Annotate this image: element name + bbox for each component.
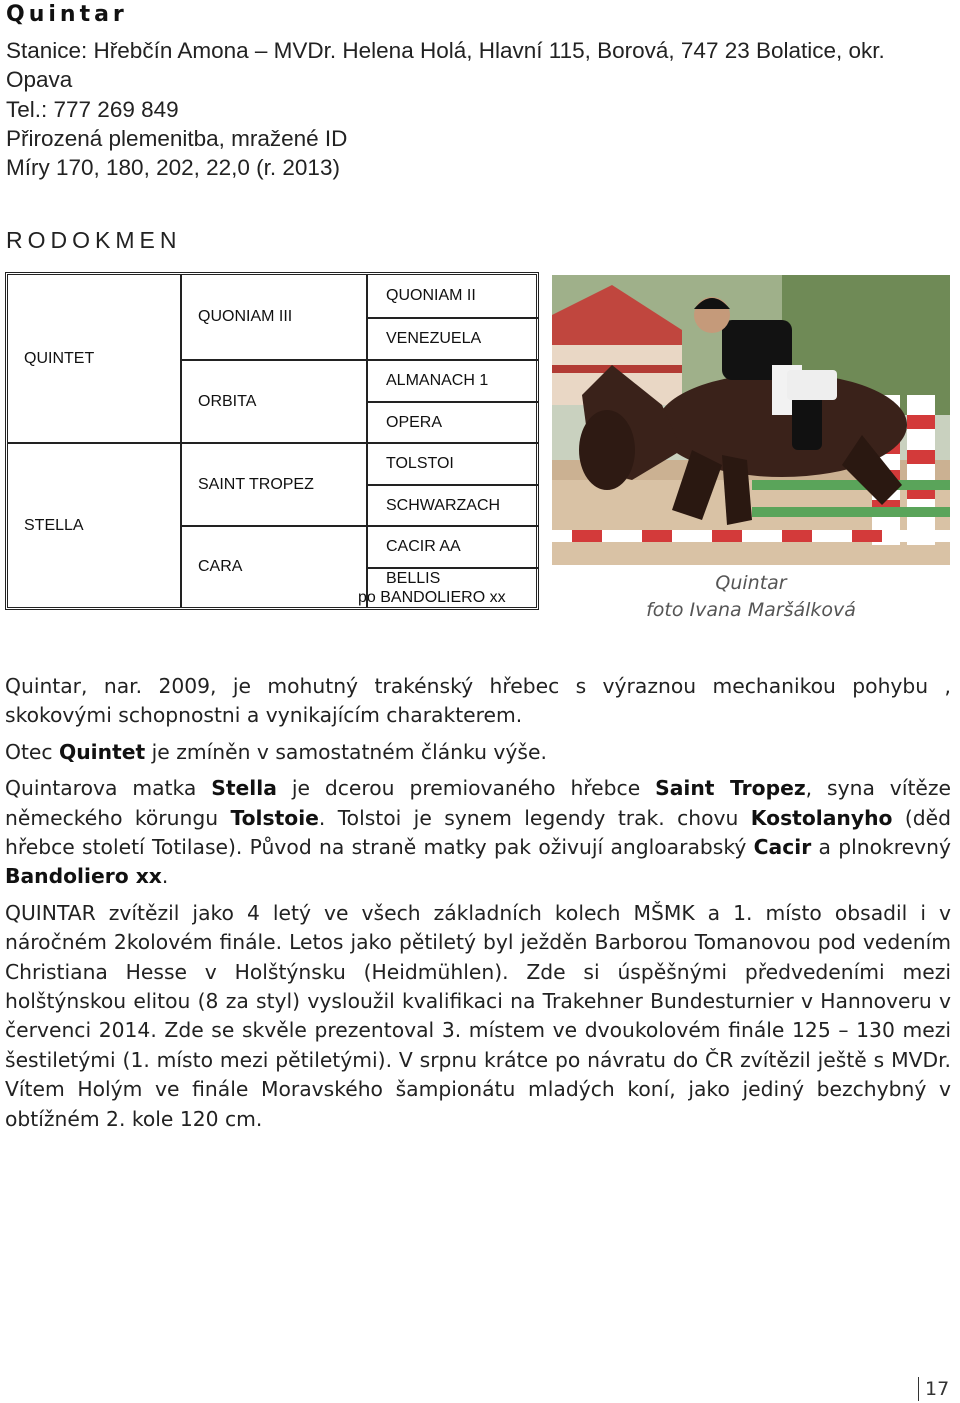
text-run: Otec [5, 739, 59, 764]
page-number: 17 [918, 1377, 949, 1401]
measurements-line: Míry 170, 180, 202, 22,0 (r. 2013) [6, 155, 340, 181]
pedigree-ggp-name: QUONIAM II [386, 287, 476, 304]
page-title: Quintar [6, 2, 128, 27]
caption-photo-credit: foto Ivana Maršálková [646, 599, 856, 621]
bold-tolstoie: Tolstoie [230, 805, 319, 830]
caption-horse-name: Quintar [715, 572, 787, 594]
pedigree-dam [8, 444, 180, 607]
pedigree-sire-name: QUINTET [24, 349, 95, 367]
station-line: Stanice: Hřebčín Amona – MVDr. Helena Holá, Hlavní 115, Borová, 747 23 Bolatice, okr. [6, 38, 885, 63]
bold-saint-tropez: Saint Tropez [655, 776, 806, 801]
text-run: je zmíněn v samostatném článku výše. [145, 739, 547, 764]
pedigree-great-grandparent [366, 486, 538, 525]
pedigree-ggp-name: OPERA [386, 413, 443, 431]
pedigree-dam-name: STELLA [24, 516, 84, 534]
pedigree-great-grandparent [366, 527, 538, 567]
pedigree-sire [8, 275, 180, 442]
pedigree-ggp-name: TOLSTOI [386, 455, 454, 472]
pedigree-great-grandparent [366, 444, 538, 484]
pedigree-great-grandparent [366, 403, 538, 442]
pedigree-ggp-name: CACIR AA [386, 538, 461, 555]
pedigree-great-grandparent [366, 361, 538, 401]
phone-line: Tel.: 777 269 849 [6, 96, 179, 122]
breeding-line: Přirozená plemenitba, mražené ID [6, 125, 348, 151]
pedigree-ggp-name: BELLIS [386, 570, 441, 587]
horse-jumping-illustration [552, 275, 950, 565]
stallion-info [6, 36, 956, 182]
pedigree-grandparent-name: ORBITA [198, 392, 257, 410]
article-body [5, 672, 951, 1141]
pedigree-grandparent [180, 527, 366, 607]
paragraph-intro: Quintar, nar. 2009, je mohutný trakénský hřebec s výraznou mechanikou pohybu , skokovými schopnostni a vynikajícím charakterem. [5, 674, 951, 728]
pedigree-divider [8, 442, 538, 444]
text-run: (děd hřebce století Totilase). Původ na straně matky pak oživují angloarabský [5, 805, 951, 860]
bold-stella: Stella [211, 776, 277, 801]
paragraph-sire [5, 738, 951, 767]
pedigree-divider [366, 484, 538, 486]
pedigree-grandparent-name: CARA [198, 558, 243, 575]
bold-quintet: Quintet [59, 739, 146, 764]
photo-caption [552, 570, 950, 624]
pedigree-heading: RODOKMEN [6, 227, 182, 253]
bold-kostolanyho: Kostolanyho [750, 805, 893, 830]
pedigree-divider [180, 525, 538, 527]
bold-cacir: Cacir [753, 835, 812, 860]
pedigree-grandparent-name: QUONIAM III [198, 308, 293, 325]
pedigree-great-grandparent [358, 569, 538, 607]
pedigree-divider [180, 359, 538, 361]
pedigree-divider [366, 401, 538, 403]
pedigree-grandparent [180, 444, 366, 525]
text-run: Quintarova matka [5, 776, 212, 801]
horse-photo [552, 275, 950, 565]
pedigree-great-grandparent [366, 275, 538, 317]
text-run: , syna vítěze německého körungu [5, 776, 952, 830]
bold-bandoliero: Bandoliero xx [5, 864, 162, 889]
pedigree-ggp-name: VENEZUELA [386, 330, 482, 347]
text-run: . [161, 864, 169, 889]
pedigree-divider [366, 317, 538, 319]
pedigree-ggp-name: ALMANACH 1 [386, 372, 489, 389]
paragraph-results: QUINTAR zvítězil jako 4 letý ve všech základních kolech MŠMK a 1. místo obsadil i v náročném 2kolovém finále. Letos jako pětiletý byl ježděn Barborou Tomanovou pod vedením Christiana Hesse v Holštýnsku (Heidmühlen). Zde si úspěšnými předvedeními mezi holštýnskou elitou (8 za styl) vysloužil kvalifikaci na Trakehner Bundesturnier v Hannoveru v červenci 2014. Zde se skvěle prezentoval 3. místem ve dvoukolovém finále 125 – 130 mezi šestiletými (1. místo mezi pětiletými). V srpnu krátce po návratu do ČR zvítězil ještě s MVDr. Vítem Holým ve finále Moravského šampionátu mladých koní, jako jediný bezchybný v obtížném 2. kole 120 cm. [5, 900, 951, 1131]
text-run: a plnokrevný [811, 835, 951, 860]
paragraph-dam [5, 774, 951, 892]
text-run: . Tolstoi je synem legendy trak. chovu [318, 805, 751, 830]
pedigree-grandparent [180, 275, 366, 359]
text-run: je dcerou premiovaného hřebce [276, 776, 656, 801]
pedigree-divider [366, 567, 538, 569]
station-line-cont: Opava [6, 67, 73, 93]
pedigree-ggp-name: SCHWARZACH [386, 496, 501, 514]
pedigree-table [5, 272, 539, 610]
pedigree-great-grandparent [366, 319, 538, 359]
pedigree-bellis-note: po BANDOLIERO xx [358, 589, 506, 606]
pedigree-grandparent-name: SAINT TROPEZ [198, 475, 314, 493]
pedigree-grandparent [180, 361, 366, 442]
